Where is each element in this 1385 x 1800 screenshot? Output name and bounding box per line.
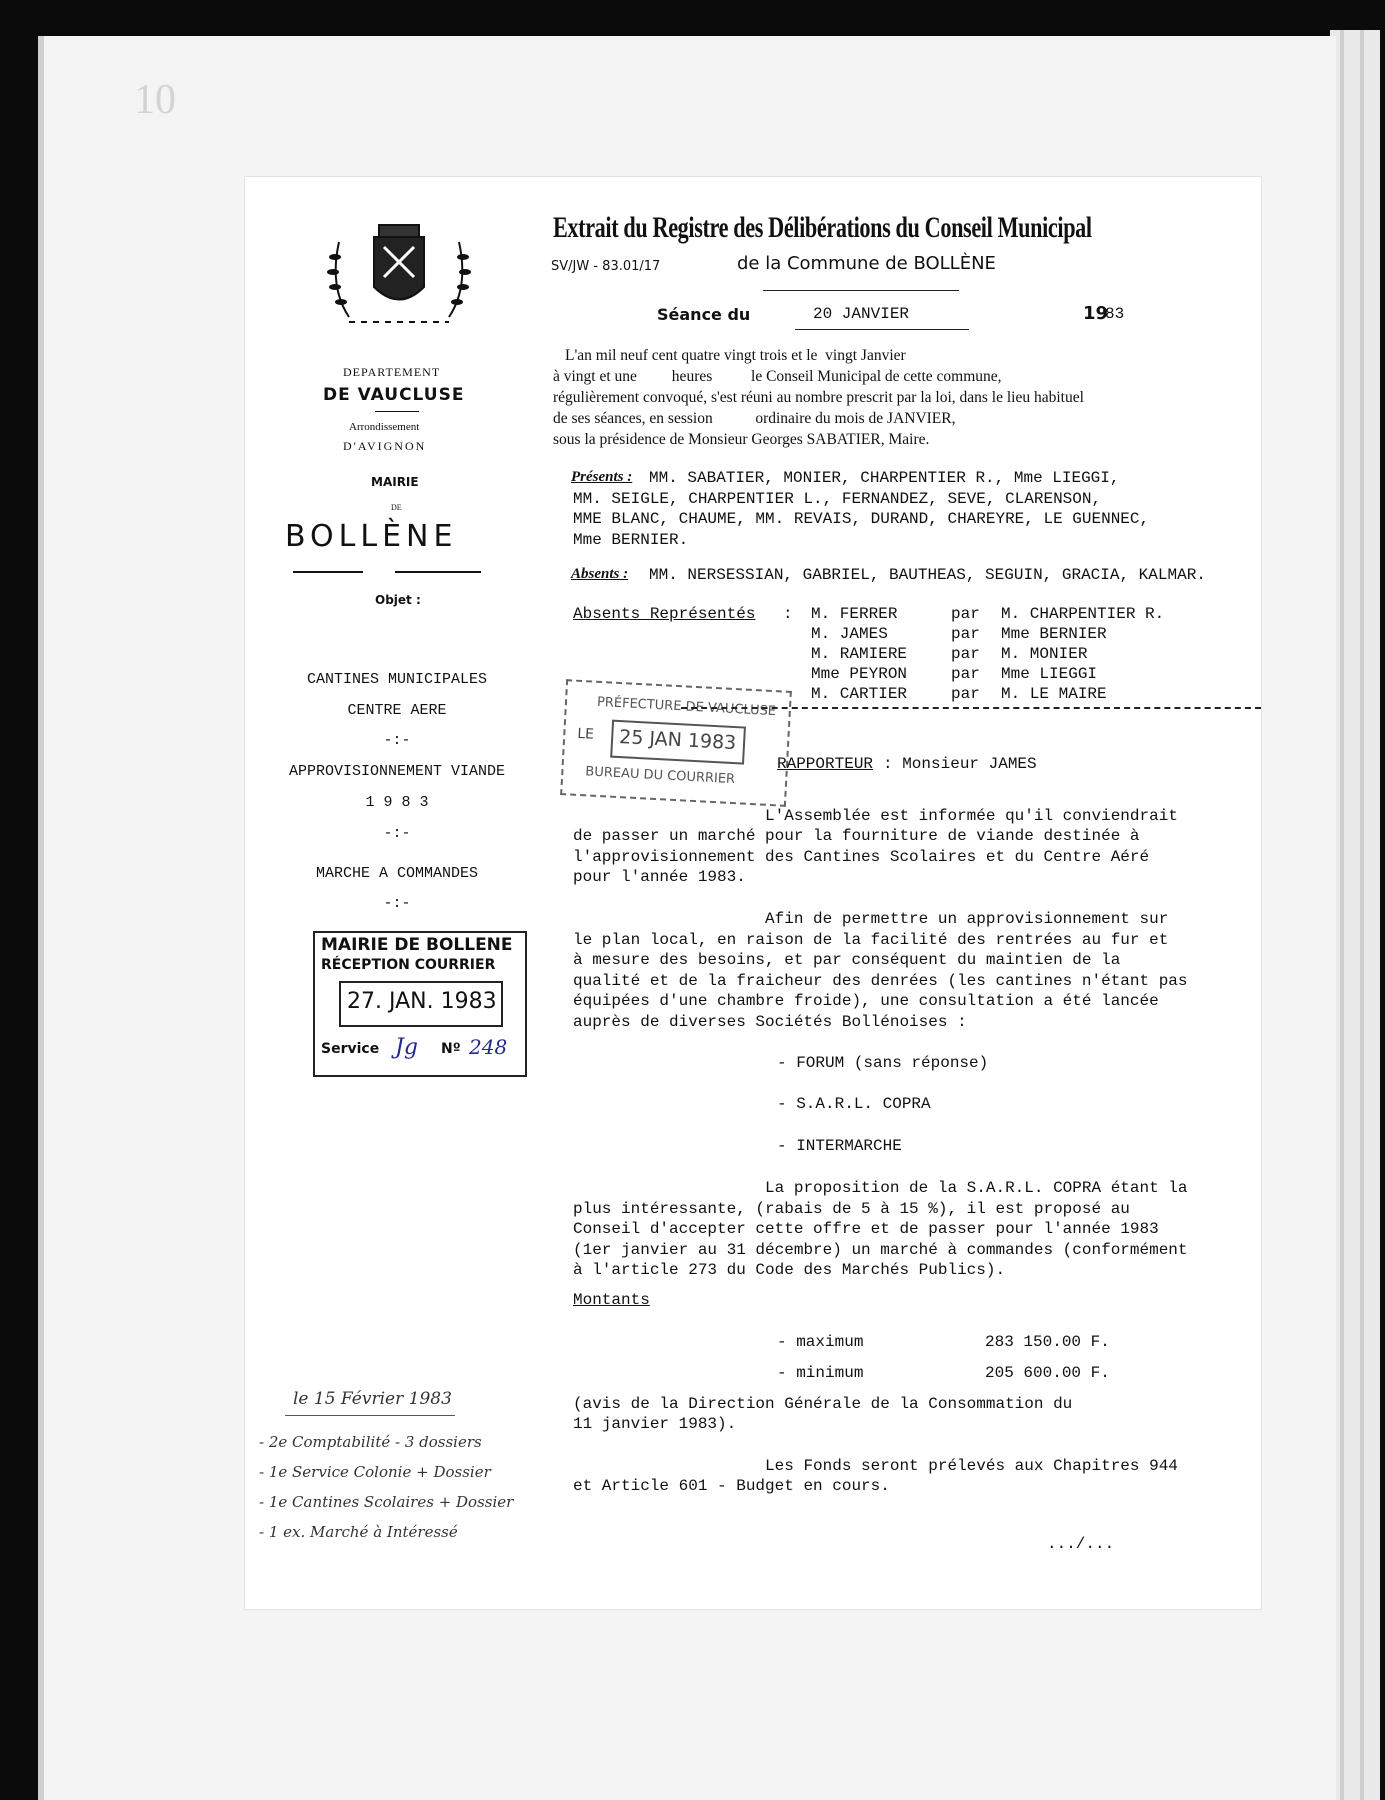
- body-line: à mesure des besoins, et par conséquent du maintien de la: [573, 951, 1121, 969]
- handwritten-line: - 2e Comptabilité - 3 dossiers: [259, 1433, 482, 1451]
- rapporteur-label: RAPPORTEUR: [777, 755, 874, 773]
- commune-name: BOLLÈNE: [285, 519, 458, 554]
- handwritten-line: - 1e Service Colonie + Dossier: [259, 1463, 491, 1481]
- binder-strip: [1360, 30, 1364, 1800]
- absents-label: Absents :: [571, 566, 629, 582]
- service-label: Service: [321, 1041, 380, 1057]
- de-label: DE: [391, 503, 402, 512]
- presents-line: MM. SABATIER, MONIER, CHARPENTIER R., Mme LIEGGI,: [649, 469, 1120, 487]
- objet-line: CANTINES MUNICIPALES: [306, 671, 488, 688]
- body-line: (1er janvier au 31 décembre) un marché à commandes (conformément: [573, 1241, 1188, 1259]
- reference: SV/JW - 83.01/17: [551, 259, 661, 274]
- mairie-label: MAIRIE: [371, 475, 419, 489]
- arrondissement-name: D'AVIGNON: [343, 439, 427, 453]
- preamble-line: à vingt et une heures le Conseil Municipal de cette commune,: [553, 368, 1002, 385]
- seance-label: Séance du: [657, 305, 751, 324]
- represented-by: Mme BERNIER: [1001, 625, 1107, 643]
- absents-representes-colon: :: [783, 605, 793, 623]
- represented-name: M. RAMIERE: [811, 645, 908, 663]
- stamp-le: LE: [576, 725, 595, 743]
- arrondissement-label: Arrondissement: [349, 421, 420, 433]
- body-line: l'approvisionnement des Cantines Scolaires et du Centre Aéré: [573, 848, 1150, 866]
- body-line: auprès de diverses Sociétés Bollénoises :: [573, 1013, 967, 1031]
- preamble-line: de ses séances, en session ordinaire du mois de JANVIER,: [553, 410, 956, 427]
- represented-name: M. FERRER: [811, 605, 898, 623]
- document-page: [244, 176, 1262, 1610]
- presents-label: Présents :: [571, 469, 633, 485]
- objet-line: CENTRE AERE: [347, 702, 447, 719]
- prefecture-stamp: [560, 679, 792, 807]
- commune-line: de la Commune de BOLLÈNE: [737, 253, 996, 274]
- handwritten-underline: [285, 1415, 455, 1416]
- objet-separator: -:-: [383, 825, 411, 842]
- stamp-line: MAIRIE DE BOLLENE: [321, 935, 513, 955]
- objet-label: Objet :: [375, 593, 421, 607]
- company-item: - INTERMARCHE: [777, 1137, 902, 1155]
- preamble-line: sous la présidence de Monsieur Georges SABATIER, Maire.: [553, 431, 930, 448]
- seance-date: 20 JANVIER: [813, 305, 910, 323]
- represented-by: Mme LIEGGI: [1001, 665, 1098, 683]
- stamp-line: PRÉFECTURE DE VAUCLUSE: [596, 694, 777, 720]
- represented-name: Mme PEYRON: [811, 665, 908, 683]
- preamble-line: régulièrement convoqué, s'est réuni au nombre prescrit par la loi, dans le lieu habituel: [553, 389, 1084, 406]
- body-line: L'Assemblée est informée qu'il conviendrait: [573, 807, 1178, 825]
- montants-label: Montants: [573, 1291, 650, 1309]
- body-line: qualité et de la fraicheur des denrées (les cantines n'étant pas: [573, 972, 1188, 990]
- montant-value: 205 600.00 F.: [985, 1364, 1110, 1382]
- no-label: Nº: [441, 1041, 461, 1057]
- montant-label: - minimum: [777, 1364, 864, 1382]
- stamp-line: BUREAU DU COURRIER: [584, 764, 736, 788]
- divider: [395, 571, 481, 573]
- handwritten-line: - 1e Cantines Scolaires + Dossier: [259, 1493, 514, 1511]
- continuation-mark: .../...: [1047, 1535, 1115, 1553]
- stamp-line: RÉCEPTION COURRIER: [321, 957, 496, 973]
- montant-label: - maximum: [777, 1333, 864, 1351]
- binder-edge: [1330, 30, 1380, 1800]
- represented-par: par: [951, 605, 980, 623]
- company-item: - FORUM (sans réponse): [777, 1054, 989, 1072]
- seance-year-suffix: 83: [1105, 305, 1125, 323]
- body-line: pour l'année 1983.: [573, 868, 746, 886]
- objet-line: APPROVISIONNEMENT VIANDE: [288, 763, 506, 780]
- montant-value: 283 150.00 F.: [985, 1333, 1110, 1351]
- represented-par: par: [951, 625, 980, 643]
- departement-label: DEPARTEMENT: [343, 365, 441, 379]
- divider: [795, 329, 969, 330]
- binder-strip: [1340, 30, 1344, 1800]
- body-line: 11 janvier 1983).: [573, 1415, 737, 1433]
- divider: [375, 411, 419, 412]
- body-line: équipées d'une chambre froide), une consultation a été lancée: [573, 992, 1159, 1010]
- body-line: La proposition de la S.A.R.L. COPRA étant la: [573, 1179, 1188, 1197]
- board-page-number: 10: [134, 77, 176, 123]
- objet-separator: -:-: [383, 732, 411, 749]
- represented-by: M. LE MAIRE: [1001, 685, 1107, 703]
- divider: [763, 290, 959, 291]
- departement-name: DE VAUCLUSE: [323, 385, 465, 405]
- no-value: 248: [469, 1035, 508, 1059]
- body-line: à l'article 273 du Code des Marchés Publics).: [573, 1261, 1006, 1279]
- divider: [293, 571, 363, 573]
- body-line: de passer un marché pour la fourniture de viande destinée à: [573, 827, 1140, 845]
- body-line: Conseil d'accepter cette offre et de passer pour l'année 1983: [573, 1220, 1159, 1238]
- handwritten-date: le 15 Février 1983: [293, 1389, 452, 1409]
- rapporteur-text: : Monsieur JAMES: [883, 755, 1037, 773]
- dashed-separator: [681, 707, 1261, 709]
- objet-line: 1 9 8 3: [365, 794, 429, 811]
- body-line: et Article 601 - Budget en cours.: [573, 1477, 890, 1495]
- preamble-line: L'an mil neuf cent quatre vingt trois et le vingt Janvier: [565, 347, 906, 364]
- represented-name: M. JAMES: [811, 625, 888, 643]
- stamp-date-box: [610, 720, 746, 765]
- body-line: le plan local, en raison de la facilité des rentrées au fur et: [573, 931, 1169, 949]
- represented-par: par: [951, 685, 980, 703]
- stamp-date-box: [339, 981, 503, 1027]
- absents-text: MM. NERSESSIAN, GABRIEL, BAUTHEAS, SEGUIN, GRACIA, KALMAR.: [649, 566, 1206, 584]
- represented-by: M. MONIER: [1001, 645, 1088, 663]
- presents-line: MME BLANC, CHAUME, MM. REVAIS, DURAND, CHAREYRE, LE GUENNEC,: [573, 510, 1150, 528]
- objet-line: MARCHE A COMMANDES: [315, 865, 479, 882]
- represented-by: M. CHARPENTIER R.: [1001, 605, 1165, 623]
- coat-of-arms-emblem: [319, 217, 479, 337]
- stamp-date: 25 JAN 1983: [618, 726, 737, 755]
- reception-stamp: [313, 931, 527, 1077]
- service-value: Jg: [395, 1035, 418, 1060]
- absents-representes-label: Absents Représentés: [573, 605, 756, 623]
- body-line: plus intéressante, (rabais de 5 à 15 %), il est proposé au: [573, 1200, 1130, 1218]
- handwritten-line: - 1 ex. Marché à Intéressé: [259, 1523, 458, 1541]
- body-line: (avis de la Direction Générale de la Consommation du: [573, 1395, 1073, 1413]
- represented-par: par: [951, 665, 980, 683]
- presents-line: Mme BERNIER.: [573, 531, 689, 549]
- body-line: Afin de permettre un approvisionnement sur: [573, 910, 1169, 928]
- represented-par: par: [951, 645, 980, 663]
- seance-year-prefix: 19: [1083, 303, 1109, 324]
- register-title: Extrait du Registre des Délibérations du Conseil Municipal: [553, 211, 1092, 244]
- presents-line: MM. SEIGLE, CHARPENTIER L., FERNANDEZ, SEVE, CLARENSON,: [573, 490, 1102, 508]
- objet-separator: -:-: [383, 895, 411, 912]
- represented-name: M. CARTIER: [811, 685, 908, 703]
- body-line: Les Fonds seront prélevés aux Chapitres 944: [573, 1457, 1178, 1475]
- stamp-date: 27. JAN. 1983: [347, 989, 497, 1014]
- company-item: - S.A.R.L. COPRA: [777, 1095, 931, 1113]
